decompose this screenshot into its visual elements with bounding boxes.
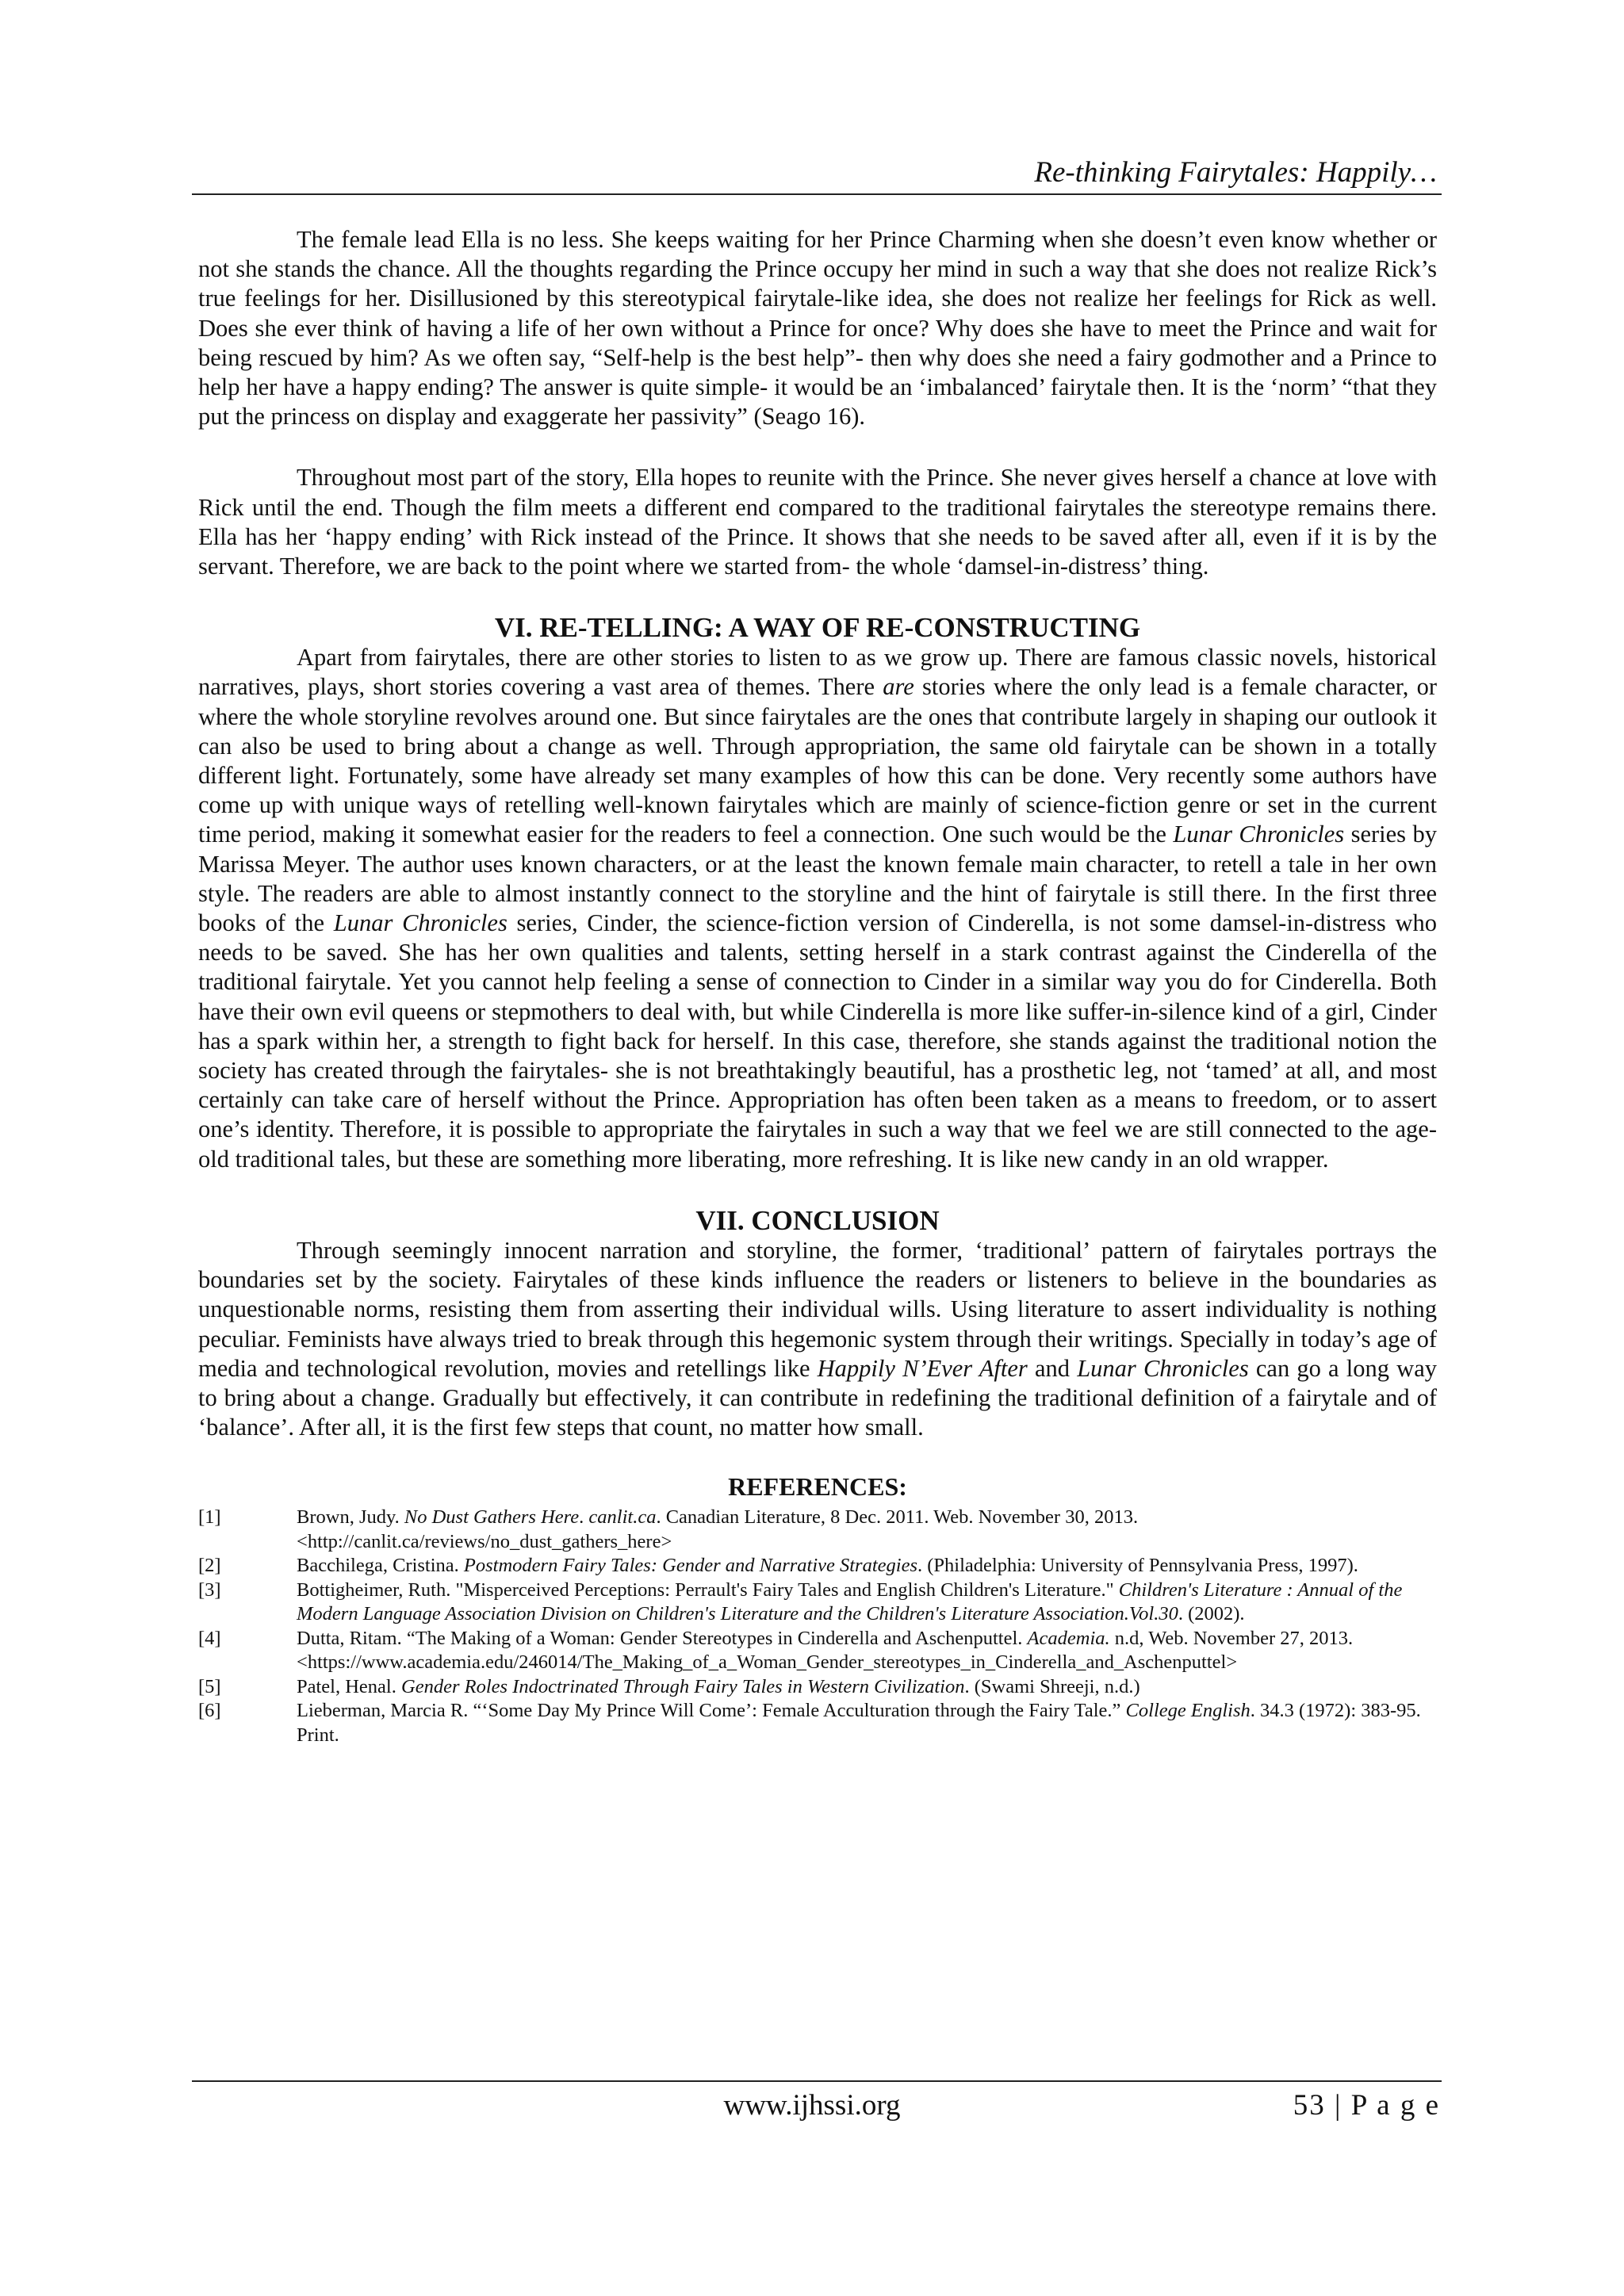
paragraph-conclusion: Through seemingly innocent narration and storyline, the former, ‘traditional’ pattern of fairytales portrays the boundaries set by the society. Fairytales of these kinds influence the readers or listeners to believe in the boundaries as unquestionable norms, resisting them from asserting their individual wills. Using literature to assert individuality is nothing peculiar. Feminists have always tried to break through this hegemonic system through their writings. Specially in today’s age of media and technological revolution, movies and retellings like Happily N’Ever After and Lunar Chronicles can go a long way to bring about a change. Gradually but effectively, it can contribute in redefining the traditional definition of a fairytale and of ‘balance’. After all, it is the first few steps that count, no matter how small.: [198, 1236, 1437, 1441]
paragraph-ella: The female lead Ella is no less. She keeps waiting for her Prince Charming when she doesn’t even know whether or not she stands the chance. All the thoughts regarding the Prince occupy her mind in such a way that she does not realize Rick’s true feelings for her. Disillusioned by this stereotypical fairytale-like idea, she does not realize her feelings for Rick as well. Does she ever think of having a life of her own without a Prince for once? Why does she have to meet the Prince and wait for being rescued by him? As we often say, “Self-help is the best help”- then why does she need a fairy godmother and a Prince to help her have a happy ending? The answer is quite simple- it would be an ‘imbalanced’ fairytale then. It is the ‘norm’ “that they put the princess on display and exaggerate her passivity” (Seago 16).: [198, 226, 1437, 430]
reference-number: [2]: [198, 1555, 221, 1577]
reference-url[interactable]: <http://canlit.ca/reviews/no_dust_gathers_here>: [297, 1530, 672, 1552]
references-list: [198, 1506, 1437, 1747]
paragraph-retelling: Apart from fairytales, there are other stories to listen to as we grow up. There are famous classic novels, historical narratives, plays, short stories covering a vast area of themes. There are stories where the only lead is a female character, or where the whole storyline revolves around one. But since fairytales are the ones that contribute largely in shaping our outlook it can also be used to bring about a change as well. Through appropriation, the same old fairytale can be shown in a totally different light. Fortunately, some have already set many examples of how this can be done. Very recently some authors have come up with unique ways of retelling well-known fairytales which are mainly of science-fiction genre or set in the current time period, making it somewhat easier for the readers to feel a connection. One such would be the Lunar Chronicles series by Marissa Meyer. The author uses known characters, or at the least the known female main character, to retell a tale in her own style. The readers are able to almost instantly connect to the storyline and the hint of fairytale is still there. In the first three books of the Lunar Chronicles series, Cinder, the science-fiction version of Cinderella, is not some damsel-in-distress who needs to be saved. She has her own qualities and talents, setting herself in a stark contrast against the Cinderella of the traditional fairytale. Yet you cannot help feeling a sense of connection to Cinder in a similar way you do for Cinderella. Both have their own evil queens or stepmothers to deal with, but while Cinderella is more like suffer-in-silence kind of a girl, Cinder has a spark within her, a strength to fight back for herself. In this case, therefore, she stands against the traditional notion the society has created through the fairytales- she is not breathtakingly beautiful, has a prosthetic leg, not ‘tamed’ at all, and most certainly can take care of herself without the Prince. Appropriation has often been taken as a means to freedom, or to assert one’s identity. Therefore, it is possible to appropriate the fairytales in such a way that we feel we are still connected to the age-old traditional tales, but these are something more liberating, more refreshing. It is like new candy in an old wrapper.: [198, 644, 1437, 1173]
running-title: Re-thinking Fairytales: Happily…: [1034, 156, 1437, 189]
header-divider: [192, 193, 1442, 195]
reference-number: [3]: [198, 1578, 221, 1601]
reference-url[interactable]: <https://www.academia.edu/246014/The_Making_of_a_Woman_Gender_stereotypes_in_Cinderella_and_Aschenputtel>: [297, 1651, 1238, 1674]
reference-item: [198, 1506, 1437, 1554]
reference-text: Lieberman, Marcia R. “‘Some Day My Prince Will Come’: Female Acculturation through the Fairy Tale.” College English. 34.3 (1972): 383-95. Print.: [297, 1700, 1421, 1746]
reference-item: [198, 1578, 1437, 1627]
reference-text: Bottigheimer, Ruth. "Misperceived Perceptions: Perrault's Fairy Tales and English Children's Literature." Children's Literature : Annual of the Modern Language Association Division on Children's Literature and the Children's Literature Association.Vol.30. (2002).: [297, 1578, 1403, 1625]
section-heading-conclusion: VII. CONCLUSION: [695, 1204, 940, 1236]
references-heading: REFERENCES:: [728, 1472, 907, 1502]
reference-number: [4]: [198, 1627, 221, 1649]
article-body: [198, 225, 1437, 1747]
page-number: 53 | P a g e: [1293, 2089, 1440, 2122]
reference-item: [198, 1675, 1437, 1700]
reference-item: [198, 1699, 1437, 1747]
reference-text: Brown, Judy. No Dust Gathers Here. canlit.ca. Canadian Literature, 8 Dec. 2011. Web. November 30, 2013. <http://canlit.ca/reviews/no_dust_gathers_here>: [297, 1506, 1139, 1552]
footer-divider: [192, 2080, 1442, 2082]
reference-number: [6]: [198, 1700, 221, 1722]
paragraph-reunite: Throughout most part of the story, Ella hopes to reunite with the Prince. She never gives herself a chance at love with Rick until the end. Though the film meets a different end compared to the traditional fairytales the stereotype remains there. Ella has her ‘happy ending’ with Rick instead of the Prince. It shows that she needs to be saved after all, even if it is by the servant. Therefore, we are back to the point where we started from- the whole ‘damsel-in-distress’ thing.: [198, 464, 1437, 580]
reference-text: Dutta, Ritam. “The Making of a Woman: Gender Stereotypes in Cinderella and Aschenputtel. Academia. n.d, Web. November 27, 2013. <https://www.academia.edu/246014/The_Making_of_a_Woman_Gender_stereotypes_in_Cinderella_and_Aschenputtel>: [297, 1627, 1354, 1674]
reference-number: [1]: [198, 1506, 221, 1529]
reference-text: Bacchilega, Cristina. Postmodern Fairy Tales: Gender and Narrative Strategies. (Philadelphia: University of Pennsylvania Press, 1997).: [297, 1555, 1358, 1577]
reference-text: Patel, Henal. Gender Roles Indoctrinated Through Fairy Tales in Western Civilization. (Swami Shreeji, n.d.): [297, 1675, 1140, 1697]
reference-number: [5]: [198, 1675, 221, 1697]
section-heading-retelling: VI. RE-TELLING: A WAY OF RE-CONSTRUCTING: [494, 612, 1141, 644]
reference-item: [198, 1627, 1437, 1675]
footer-url[interactable]: www.ijhssi.org: [723, 2089, 901, 2122]
reference-item: [198, 1554, 1437, 1578]
